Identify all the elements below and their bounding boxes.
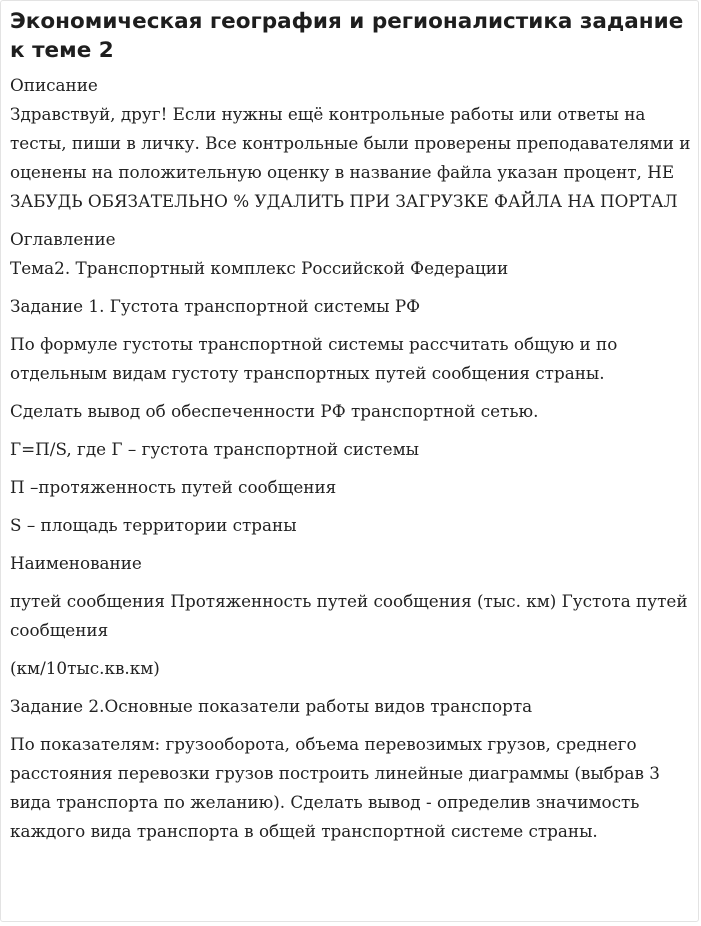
task2-text: По показателям: грузооборота, объема перевозимых грузов, среднего расстояния перевозки грузов построить линейные диаграммы (выбрав 3 вида транспорта по желанию). Сделать вывод - определив значимость каждого вида транспорта в общей транспортной системе страны.	[10, 734, 660, 841]
document-content	[10, 7, 694, 855]
task1-text: По формуле густоты транспортной системы рассчитать общую и по отдельным видам густоту транспортных путей сообщения страны.	[10, 334, 618, 383]
toc-heading: Оглавление	[10, 229, 116, 249]
table-heading: Наименование	[10, 553, 142, 573]
page-title: Экономическая география и регионалистика задание к теме 2	[10, 9, 684, 63]
topic-title: Тема2. Транспортный комплекс Российской Федерации	[10, 258, 509, 278]
table-columns: путей сообщения Протяженность путей сообщения (тыс. км) Густота путей сообщения	[10, 591, 688, 640]
task1-title: Задание 1. Густота транспортной системы РФ	[10, 296, 421, 316]
task2-title: Задание 2.Основные показатели работы видов транспорта	[10, 696, 533, 716]
formula-line: Г=П/S, где Г – густота транспортной системы	[10, 439, 420, 459]
formula-p-definition: П –протяженность путей сообщения	[10, 477, 337, 497]
table-unit: (км/10тыс.кв.км)	[10, 658, 160, 678]
description-heading: Описание	[10, 75, 98, 95]
formula-s-definition: S – площадь территории страны	[10, 515, 297, 535]
task1-conclusion: Сделать вывод об обеспеченности РФ транспортной сетью.	[10, 401, 539, 421]
description-text: Здравствуй, друг! Если нужны ещё контрольные работы или ответы на тесты, пиши в личку. Все контрольные были проверены преподавателями и оценены на положительную оценку в название файла указан процент, НЕ ЗАБУДЬ ОБЯЗАТЕЛЬНО % УДАЛИТЬ ПРИ ЗАГРУЗКЕ ФАЙЛА НА ПОРТАЛ	[10, 104, 691, 211]
